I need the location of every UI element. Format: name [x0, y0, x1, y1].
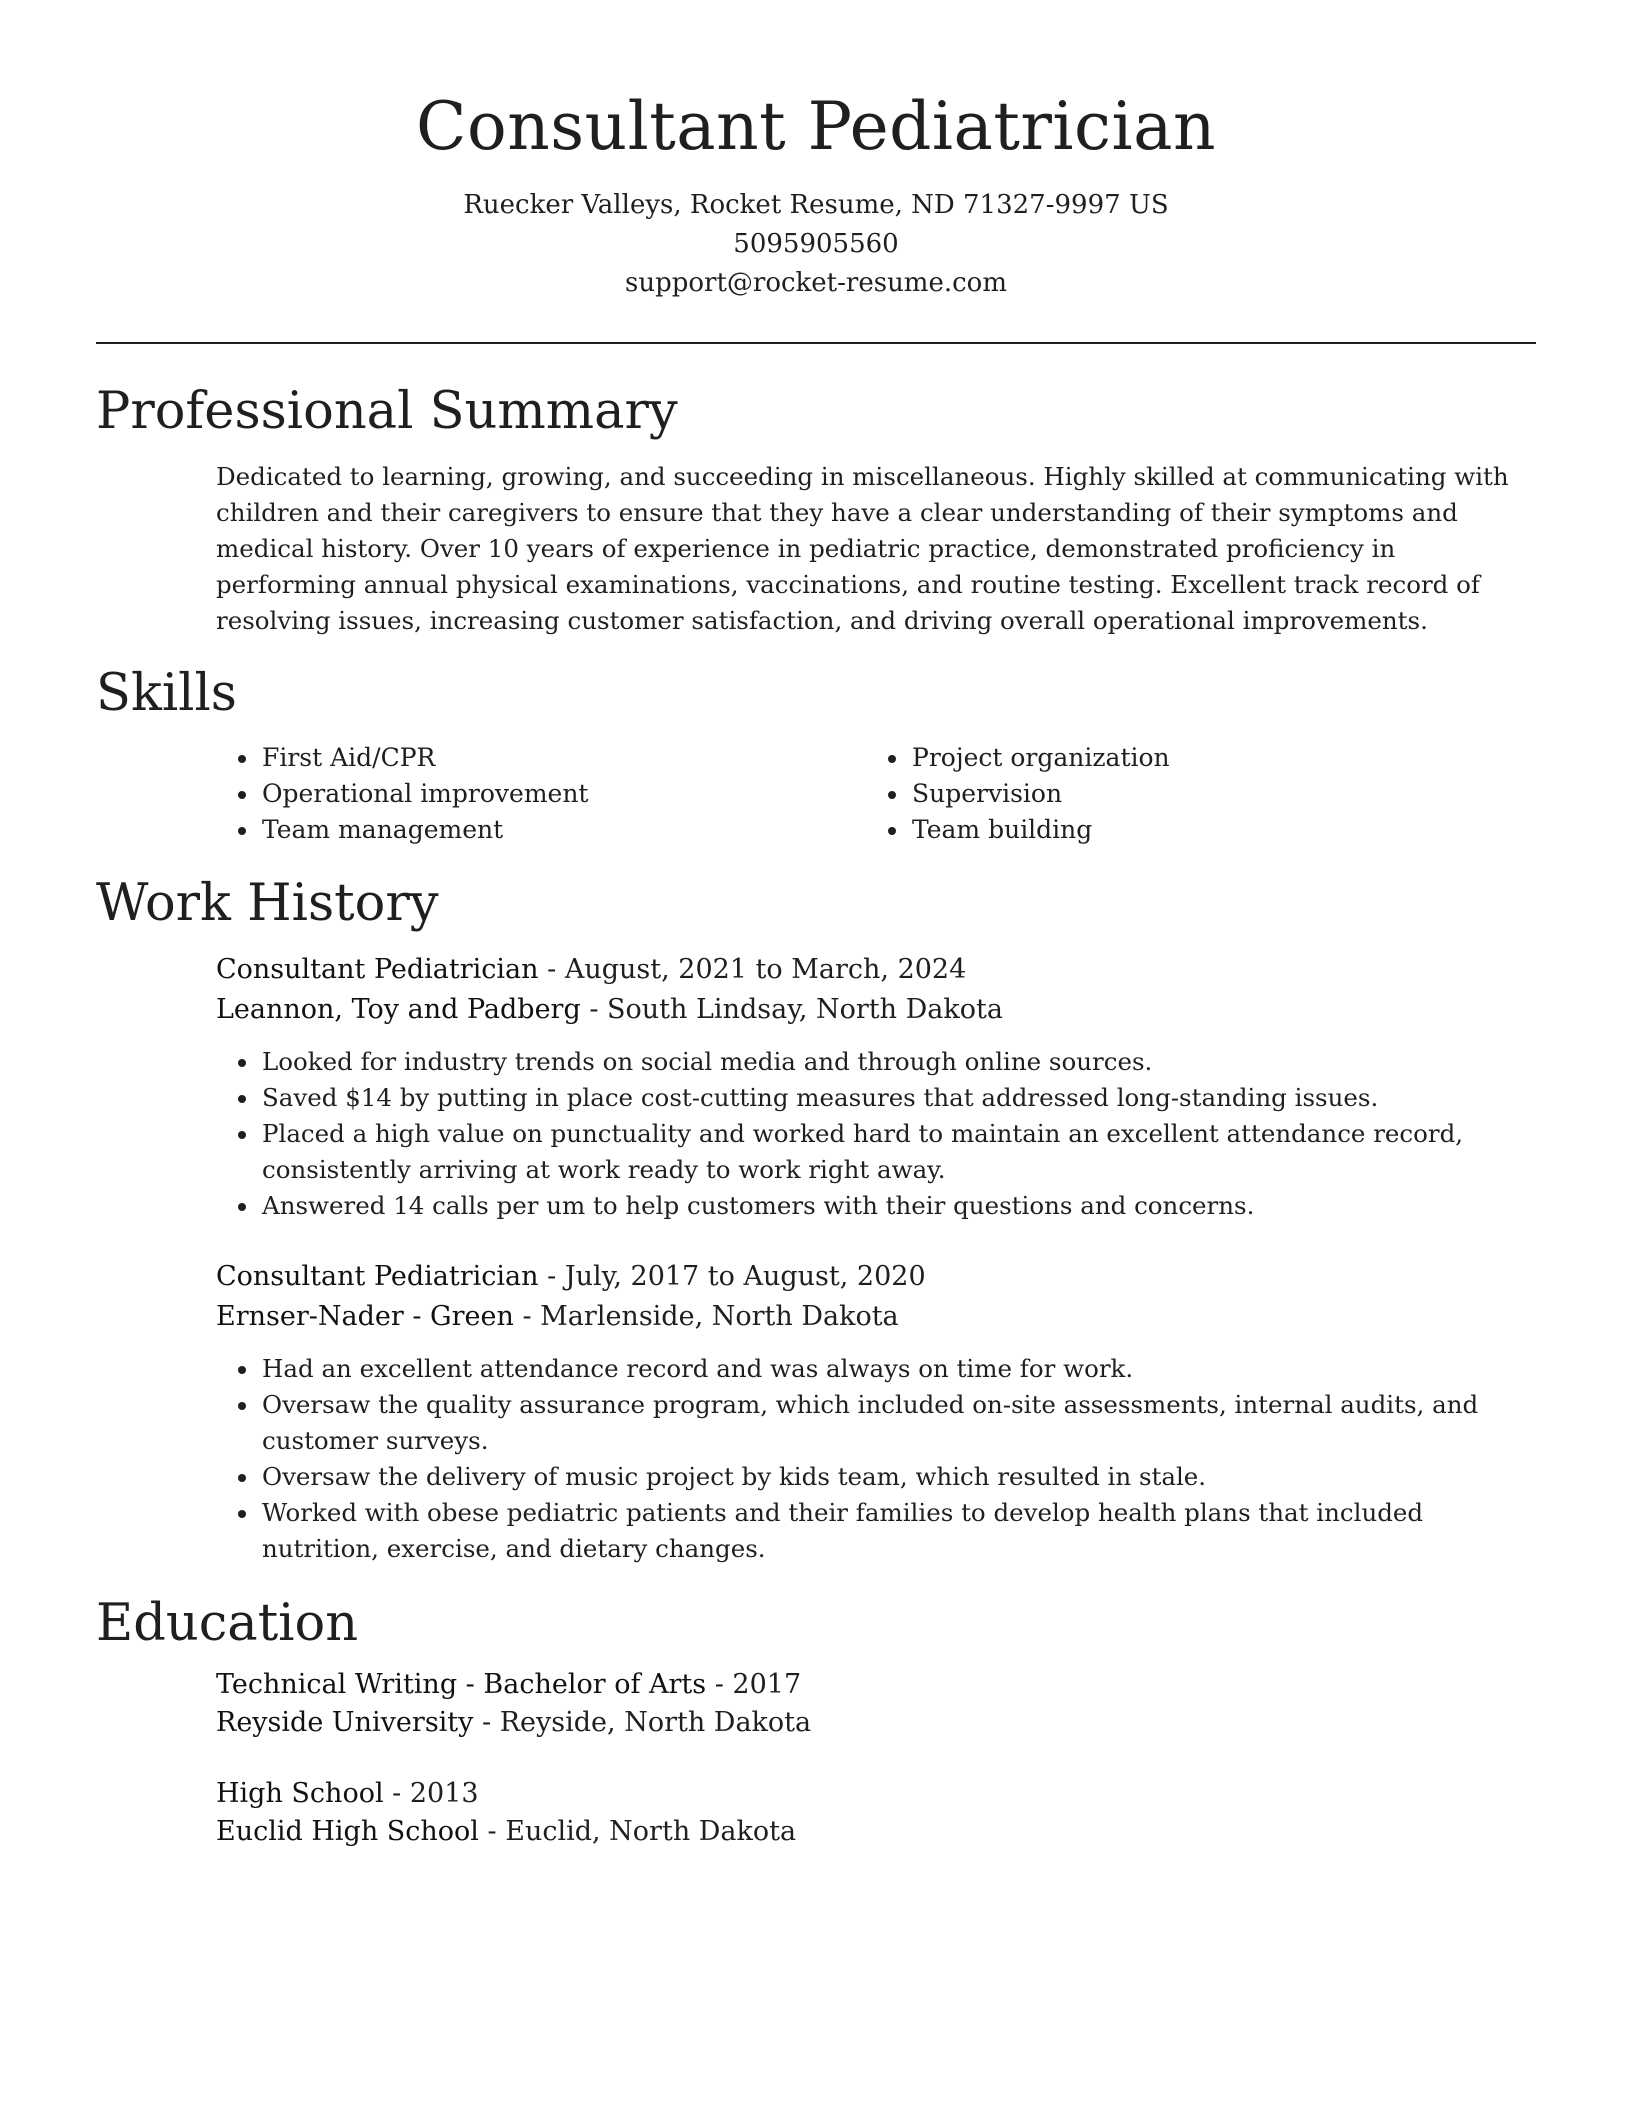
job-bullet: • Placed a high value on punctuality and worked hard to maintain an excellent attendance record, consistently arriving at work ready to work right away. [260, 1116, 1538, 1188]
summary-text: Dedicated to learning, growing, and succeeding in miscellaneous. Highly skilled at communicating with children and their caregivers to ensure that they have a clear understanding of their symptoms and medical history. Over 10 years of experience in pediatric practice, demonstrated proficiency in performing annual physical examinations, vaccinations, and routine testing. Excellent track record of resolving issues, increasing customer satisfaction, and driving overall operational improvements. [216, 462, 1509, 635]
job-entry [216, 1257, 1538, 1567]
education-location: - Euclid, North Dakota [478, 1816, 797, 1847]
job-company: Leannon, Toy and Padberg [216, 994, 581, 1025]
education-year: - 2017 [706, 1669, 802, 1700]
skill-item: • Operational improvement [260, 776, 866, 812]
job-position: Consultant Pediatrician [216, 954, 539, 985]
section-title-education: Education [96, 1594, 359, 1653]
education-school-line [216, 1813, 1538, 1851]
job-dates: - July, 2017 to August, 2020 [538, 1261, 926, 1292]
job-title-line [216, 950, 1538, 990]
skills-column-left [216, 740, 866, 848]
education-school: Reyside University [216, 1707, 474, 1738]
job-bullet: • Had an excellent attendance record and was always on time for work. [260, 1351, 1538, 1387]
education-location: - Reyside, North Dakota [473, 1707, 812, 1738]
resume-header [96, 82, 1536, 303]
skill-item: • Team management [260, 812, 866, 848]
education-entry [216, 1666, 1538, 1742]
education-degree-line [216, 1666, 1538, 1704]
job-bullet: • Oversaw the delivery of music project by kids team, which resulted in stale. [260, 1459, 1538, 1495]
contact-address: Ruecker Valleys, Rocket Resume, ND 71327-9997 US [463, 190, 1169, 220]
section-title-summary: Professional Summary [96, 382, 678, 441]
education-degree-line [216, 1775, 1538, 1813]
contact-email: support@rocket-resume.com [624, 268, 1007, 298]
job-bullet: • Saved $14 by putting in place cost-cutting measures that addressed long-standing issues. [260, 1080, 1538, 1116]
contact-block [96, 186, 1536, 303]
skills-list [216, 740, 1536, 848]
skill-item: • Team building [910, 812, 1516, 848]
job-entry [216, 950, 1538, 1224]
job-bullet: • Oversaw the quality assurance program, which included on-site assessments, internal audits, and customer surveys. [260, 1387, 1538, 1459]
job-location: - Marlenside, North Dakota [513, 1301, 899, 1332]
education-degree: High School [216, 1778, 384, 1809]
job-bullets [216, 1351, 1538, 1567]
skills-column-right [866, 740, 1516, 848]
skill-item: • First Aid/CPR [260, 740, 866, 776]
job-bullet: • Answered 14 calls per um to help customers with their questions and concerns. [260, 1188, 1538, 1224]
job-bullet: • Looked for industry trends on social media and through online sources. [260, 1044, 1538, 1080]
skill-item: • Project organization [910, 740, 1516, 776]
education-degree: Technical Writing - Bachelor of Arts [216, 1669, 707, 1700]
job-title-line [216, 1257, 1538, 1297]
job-company: Ernser-Nader - Green [216, 1301, 514, 1332]
job-bullet: • Worked with obese pediatric patients and their families to develop health plans that included nutrition, exercise, and dietary changes. [260, 1495, 1538, 1567]
education-year: - 2013 [383, 1778, 479, 1809]
job-location: - South Lindsay, North Dakota [580, 994, 1003, 1025]
job-dates: - August, 2021 to March, 2024 [538, 954, 967, 985]
job-position: Consultant Pediatrician [216, 1261, 539, 1292]
section-title-work: Work History [96, 874, 439, 933]
job-company-line [216, 1297, 1538, 1337]
header-divider [96, 342, 1536, 344]
skill-item: • Supervision [910, 776, 1516, 812]
education-school-line [216, 1704, 1538, 1742]
candidate-name: Consultant Pediatrician [416, 88, 1216, 165]
contact-phone: 5095905560 [733, 229, 899, 259]
education-entry [216, 1775, 1538, 1851]
job-company-line [216, 990, 1538, 1030]
education-school: Euclid High School [216, 1816, 479, 1847]
section-title-skills: Skills [96, 664, 237, 723]
job-bullets [216, 1044, 1538, 1224]
